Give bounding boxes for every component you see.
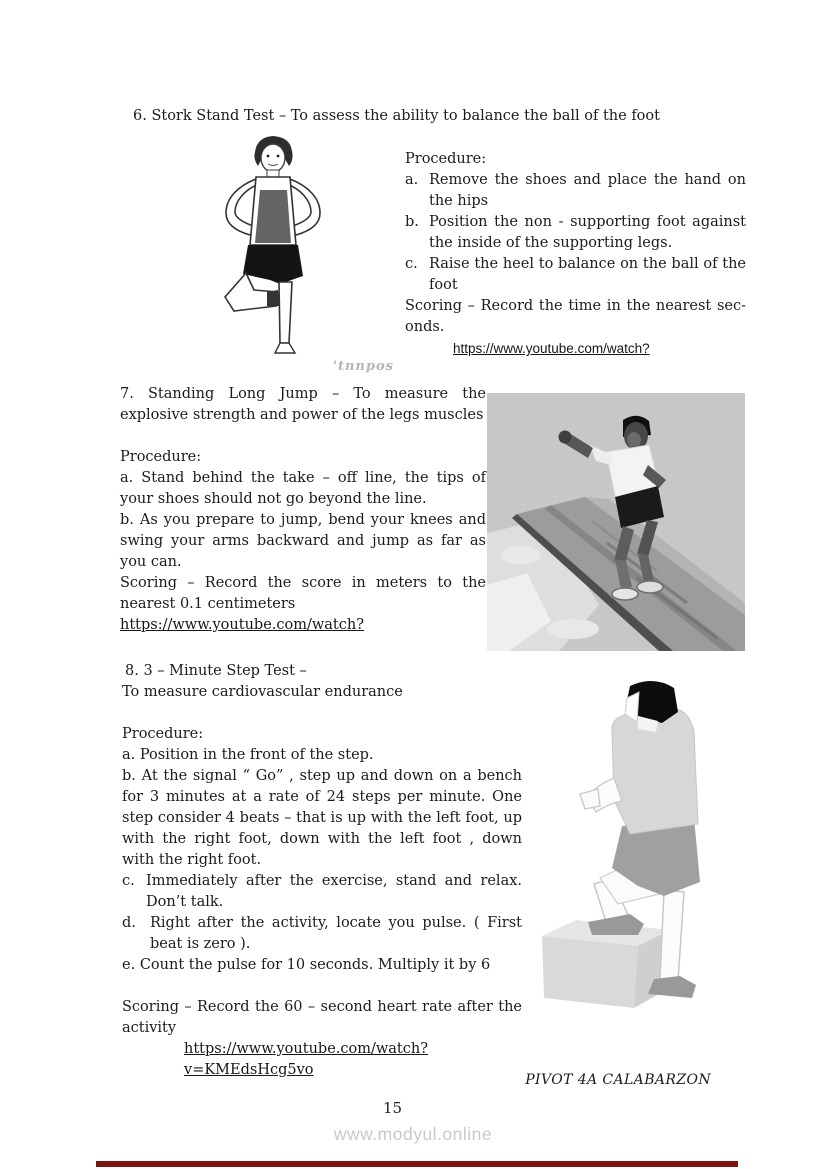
footer-bar: [96, 1161, 738, 1167]
section7-scoring: Scoring – Record the score in meters to the nearest 0.1 centimeters: [120, 575, 486, 612]
page-number: 15: [382, 1099, 403, 1117]
step-test-image: [542, 678, 775, 1010]
step-text: Right after the activity, locate you pulse. ( First beat is zero ).: [150, 915, 522, 952]
section6-scoring: Scoring – Record the time in the nearest sec-onds.: [405, 298, 746, 335]
section7-step-a: a. Stand behind the take – off line, the tips of your shoes should not go beyond the line.: [120, 470, 486, 507]
section8-title-line1: 8. 3 – Minute Step Test –: [125, 663, 307, 679]
section6-title: 6. Stork Stand Test – To assess the ability to balance the ball of the foot: [133, 108, 660, 124]
section8-title-line2: To measure cardiovascular endurance: [122, 684, 403, 700]
stork-stand-figure: [196, 133, 346, 368]
section8-youtube-link[interactable]: https://www.youtube.com/watch?v=KMEdsHcg5vo: [184, 1041, 428, 1078]
step-marker: e.: [122, 957, 136, 973]
section6-youtube-link[interactable]: https://www.youtube.com/watch?: [453, 341, 650, 356]
step-marker: c.: [122, 873, 135, 889]
step-test-photo: [542, 678, 775, 1010]
step-text: Count the pulse for 10 seconds. Multiply it by 6: [139, 957, 491, 973]
long-jump-photo: [487, 393, 745, 651]
site-watermark: www.modyul.online: [333, 1124, 493, 1144]
section8-scoring: Scoring – Record the 60 – second heart rate after the activity: [122, 999, 522, 1036]
step-text: Remove the shoes and place the hand on the hips: [429, 172, 746, 209]
stork-stand-illustration: [196, 133, 346, 368]
long-jump-image: [487, 393, 745, 651]
section7-step-b: b. As you prepare to jump, bend your knees and swing your arms backward and jump as far as you can.: [120, 512, 486, 570]
clipart-watermark: 'tnnpos: [333, 359, 394, 374]
section7-title: 7. Standing Long Jump – To measure the explosive strength and power of the legs muscles: [120, 386, 486, 423]
section6-step-c: [405, 254, 746, 296]
section8-step-c: [122, 871, 522, 913]
step-marker: b.: [122, 768, 136, 784]
section6-procedure-block: [405, 149, 746, 360]
section8-step-e: [122, 955, 522, 976]
section8-step-b: [122, 766, 522, 871]
section6-step-b: [405, 212, 746, 254]
section6-procedure-heading: Procedure:: [405, 151, 487, 167]
step-text: Position in the front of the step.: [139, 747, 374, 763]
step-marker: a.: [122, 747, 136, 763]
section7-procedure-heading: Procedure:: [120, 449, 202, 465]
section7-block: [120, 384, 486, 636]
section7-youtube-link[interactable]: https://www.youtube.com/watch?: [120, 617, 364, 633]
step-text: Raise the heel to balance on the ball of the foot: [429, 256, 746, 293]
section8-step-a: [122, 745, 522, 766]
footer-brand: PIVOT 4A CALABARZON: [525, 1072, 711, 1088]
step-marker: b.: [405, 214, 419, 230]
section6-step-a: [405, 170, 746, 212]
section8-step-d: [122, 913, 522, 955]
step-marker: a.: [405, 172, 419, 188]
step-text: Position the non - supporting foot against the inside of the supporting legs.: [429, 214, 746, 251]
section8-procedure-heading: Procedure:: [122, 726, 204, 742]
section8-block: [122, 661, 522, 1081]
step-text: At the signal “ Go” , step up and down on a bench for 3 minutes at a rate of 24 steps per minute. One step consider 4 beats – that is up with the left foot, up with the right foot, down with the left foot , down with the right foot.: [122, 768, 523, 868]
step-marker: c.: [405, 256, 418, 272]
step-marker: d.: [122, 915, 136, 931]
step-text: Immediately after the exercise, stand and relax. Don’t talk.: [146, 873, 522, 910]
